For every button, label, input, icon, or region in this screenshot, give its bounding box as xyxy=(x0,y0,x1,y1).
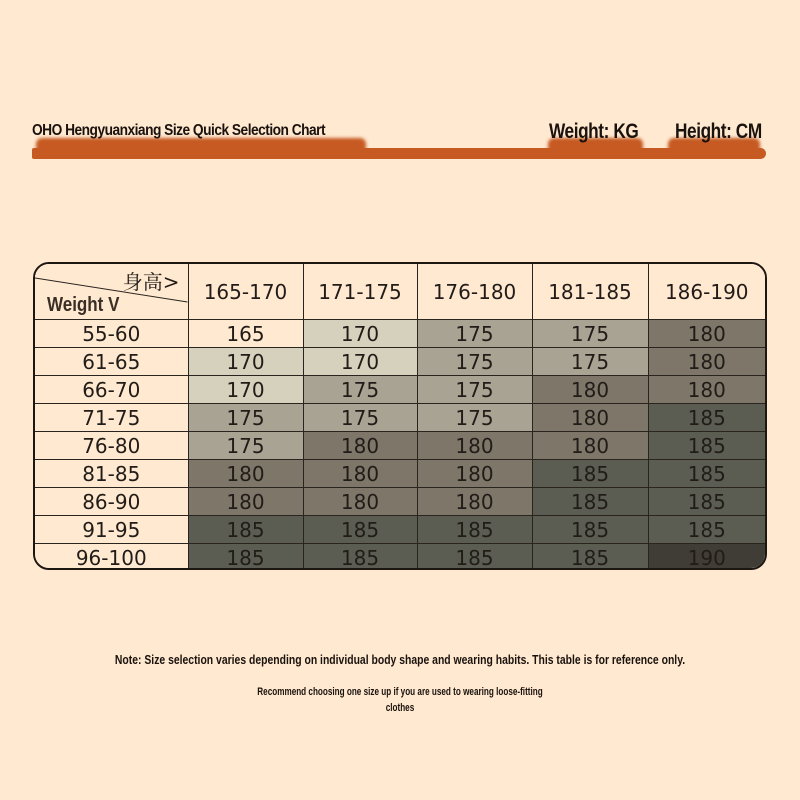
size-cell: 170 xyxy=(303,348,417,376)
size-cell: 180 xyxy=(648,320,765,348)
table-row xyxy=(35,376,765,404)
size-cell: 180 xyxy=(648,376,765,404)
size-cell: 185 xyxy=(532,516,648,544)
table-row xyxy=(35,460,765,488)
column-header: 171-175 xyxy=(303,264,417,320)
column-header: 181-185 xyxy=(532,264,648,320)
column-header: 176-180 xyxy=(417,264,532,320)
size-cell: 180 xyxy=(188,460,303,488)
size-cell: 185 xyxy=(648,460,765,488)
recommendation-line-1: Recommend choosing one size up if you are used to wearing loose-fitting xyxy=(257,686,543,698)
size-cell: 170 xyxy=(188,348,303,376)
size-cell: 185 xyxy=(417,516,532,544)
size-cell: 165 xyxy=(188,320,303,348)
size-cell: 180 xyxy=(188,488,303,516)
size-cell: 185 xyxy=(648,404,765,432)
weight-range-cell: 66-70 xyxy=(35,376,188,404)
size-cell: 185 xyxy=(648,432,765,460)
size-cell: 175 xyxy=(303,404,417,432)
size-cell: 185 xyxy=(532,460,648,488)
size-cell: 175 xyxy=(417,404,532,432)
size-cell: 170 xyxy=(303,320,417,348)
size-cell: 185 xyxy=(303,544,417,571)
size-cell: 175 xyxy=(417,320,532,348)
table-row xyxy=(35,404,765,432)
weight-range-cell: 81-85 xyxy=(35,460,188,488)
size-cell: 185 xyxy=(188,544,303,571)
size-cell: 185 xyxy=(648,516,765,544)
weight-range-cell: 71-75 xyxy=(35,404,188,432)
size-cell: 180 xyxy=(303,460,417,488)
size-cell: 170 xyxy=(188,376,303,404)
size-cell: 180 xyxy=(532,376,648,404)
size-cell: 175 xyxy=(188,432,303,460)
size-cell: 180 xyxy=(532,404,648,432)
weight-range-cell: 76-80 xyxy=(35,432,188,460)
size-cell: 180 xyxy=(417,432,532,460)
size-cell: 180 xyxy=(532,432,648,460)
size-cell: 180 xyxy=(417,488,532,516)
header-smear xyxy=(36,138,366,154)
size-cell: 180 xyxy=(417,460,532,488)
size-cell: 180 xyxy=(648,348,765,376)
corner-cell xyxy=(35,264,188,320)
chart-title: OHO Hengyuanxiang Size Quick Selection Chart xyxy=(32,122,326,139)
size-cell: 175 xyxy=(303,376,417,404)
table-row xyxy=(35,544,765,571)
size-cell: 185 xyxy=(303,516,417,544)
weight-axis-label: Weight V xyxy=(47,294,120,316)
header-row xyxy=(35,264,765,320)
size-cell: 175 xyxy=(532,348,648,376)
table-row xyxy=(35,348,765,376)
size-table xyxy=(33,262,767,570)
height-unit-label: Height: CM xyxy=(675,120,762,143)
weight-range-cell: 86-90 xyxy=(35,488,188,516)
size-cell: 175 xyxy=(417,348,532,376)
note-text: Note: Size selection varies depending on individual body shape and wearing habits. This table is for reference only. xyxy=(114,652,686,667)
weight-range-cell: 61-65 xyxy=(35,348,188,376)
weight-range-cell: 55-60 xyxy=(35,320,188,348)
table-row xyxy=(35,488,765,516)
column-header: 186-190 xyxy=(648,264,765,320)
size-cell: 185 xyxy=(532,488,648,516)
size-cell: 180 xyxy=(303,488,417,516)
recommendation-line-2: clothes xyxy=(385,702,415,714)
table-row xyxy=(35,432,765,460)
size-cell: 175 xyxy=(417,376,532,404)
recommendation-text xyxy=(104,684,696,716)
size-cell: 180 xyxy=(303,432,417,460)
size-cell: 175 xyxy=(532,320,648,348)
weight-range-cell: 96-100 xyxy=(35,544,188,571)
size-cell: 190 xyxy=(648,544,765,571)
size-cell: 185 xyxy=(532,544,648,571)
size-cell: 175 xyxy=(188,404,303,432)
size-cell: 185 xyxy=(188,516,303,544)
table-row xyxy=(35,516,765,544)
weight-unit-label: Weight: KG xyxy=(549,120,639,143)
table-row xyxy=(35,320,765,348)
size-cell: 185 xyxy=(648,488,765,516)
size-cell: 185 xyxy=(417,544,532,571)
height-axis-label: 身高> xyxy=(122,270,180,294)
weight-range-cell: 91-95 xyxy=(35,516,188,544)
column-header: 165-170 xyxy=(188,264,303,320)
